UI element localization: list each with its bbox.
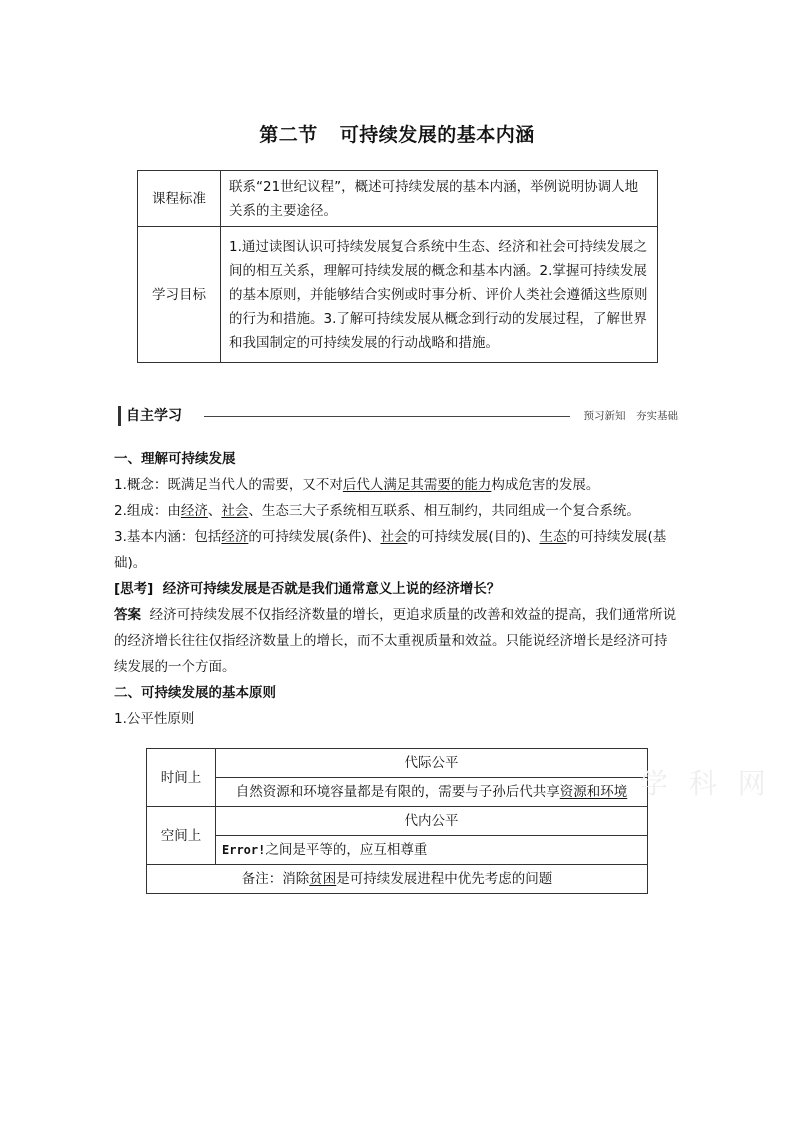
fairness-table <box>146 748 648 894</box>
text: 1.概念：既满足当代人的需要，又不对 <box>114 477 343 493</box>
text: 之间是平等的，应互相尊重 <box>265 842 428 858</box>
error-field: Error! <box>222 843 266 857</box>
intergenerational-title: 代际公平 <box>216 749 648 778</box>
table-row <box>147 807 648 836</box>
section-heading: 自主学习 <box>126 408 182 424</box>
objectives-table <box>137 170 658 363</box>
space-label: 空间上 <box>147 807 216 865</box>
table-row <box>138 171 658 227</box>
paragraph-connotation <box>114 524 680 576</box>
section-tagline: 预习新知 夯实基础 <box>583 410 678 422</box>
bar-marker <box>118 406 121 426</box>
text: 备注：消除 <box>241 871 310 887</box>
text: 2.组成：由 <box>114 503 181 519</box>
think-question <box>114 576 680 602</box>
objectives-text: 1.通过读图认识可持续发展复合系统中生态、经济和社会可持续发展之间的相互关系，理解可持续发展的概念和基本内涵。2.掌握可持续发展的基本原则，并能够结合实例或时事分析、评价人类社会遵循这些原则的行为和措施。3.了解可持续发展从概念到行动的发展过程，了解世界和我国制定的可持续发展的行动战略和措施。 <box>221 227 658 363</box>
answer-text: 经济可持续发展不仅指经济数量的增长，更追求质量的改善和效益的提高，我们通常所说的经济增长往往仅指经济数量上的增长，而不太重视质量和效益。只能说经济增长是经济可持续发展的一个方面。 <box>114 607 677 675</box>
section-bar <box>118 405 678 427</box>
content <box>114 446 680 732</box>
table-row <box>138 227 658 363</box>
section-title: 可持续发展的基本内涵 <box>339 124 535 146</box>
heading-principles: 二、可持续发展的基本原则 <box>114 685 276 701</box>
text: 自然资源和环境容量都是有限的，需要与子孙后代共享 <box>235 784 560 800</box>
think-label: [思考] <box>114 581 154 597</box>
curriculum-label: 课程标准 <box>138 171 221 227</box>
text: 的可持续发展(目的)、 <box>407 529 540 545</box>
paragraph-concept <box>114 472 680 498</box>
think-text: 经济可持续发展是否就是我们通常意义上说的经济增长？ <box>162 581 501 597</box>
table-row <box>147 778 648 807</box>
answer-blank: 资源和环境 <box>559 784 628 800</box>
section-number: 第二节 <box>259 124 318 146</box>
time-label: 时间上 <box>147 749 216 807</box>
text: 的可持续发展(条件)、 <box>248 529 381 545</box>
answer-blank: 社会 <box>221 503 249 519</box>
text: 3.基本内涵：包括 <box>114 529 222 545</box>
page-title <box>0 120 794 147</box>
heading-understand: 一、理解可持续发展 <box>114 451 236 467</box>
note-cell <box>147 865 648 894</box>
paragraph-composition <box>114 498 680 524</box>
text: 是可持续发展进程中优先考虑的问题 <box>336 871 553 887</box>
answer-paragraph <box>114 602 680 680</box>
answer-blank: 经济 <box>180 503 208 519</box>
intragenerational-title: 代内公平 <box>216 807 648 836</box>
table-row <box>147 865 648 894</box>
table-row <box>147 749 648 778</box>
text: 、生态三大子系统相互联系、相互制约，共同组成一个复合系统。 <box>248 503 640 519</box>
heading-fairness: 1.公平性原则 <box>114 711 195 727</box>
watermark: 学 科 网 <box>640 767 772 800</box>
text: 的可持续发展(基础)。 <box>114 529 667 571</box>
intergenerational-text <box>216 778 648 807</box>
table-row <box>147 836 648 865</box>
text: 构成危害的发展。 <box>491 477 600 493</box>
answer-label: 答案 <box>114 607 141 623</box>
intragenerational-text <box>216 836 648 865</box>
divider <box>204 416 570 417</box>
answer-blank: 经济 <box>221 529 249 545</box>
objectives-label: 学习目标 <box>138 227 221 363</box>
answer-blank: 贫困 <box>309 871 337 887</box>
answer-blank: 社会 <box>380 529 408 545</box>
answer-blank: 生态 <box>539 529 567 545</box>
curriculum-text: 联系“21世纪议程”，概述可持续发展的基本内涵，举例说明协调人地关系的主要途径。 <box>221 171 658 227</box>
answer-blank: 后代人满足其需要的能力 <box>342 477 492 493</box>
text: 、 <box>207 503 222 519</box>
